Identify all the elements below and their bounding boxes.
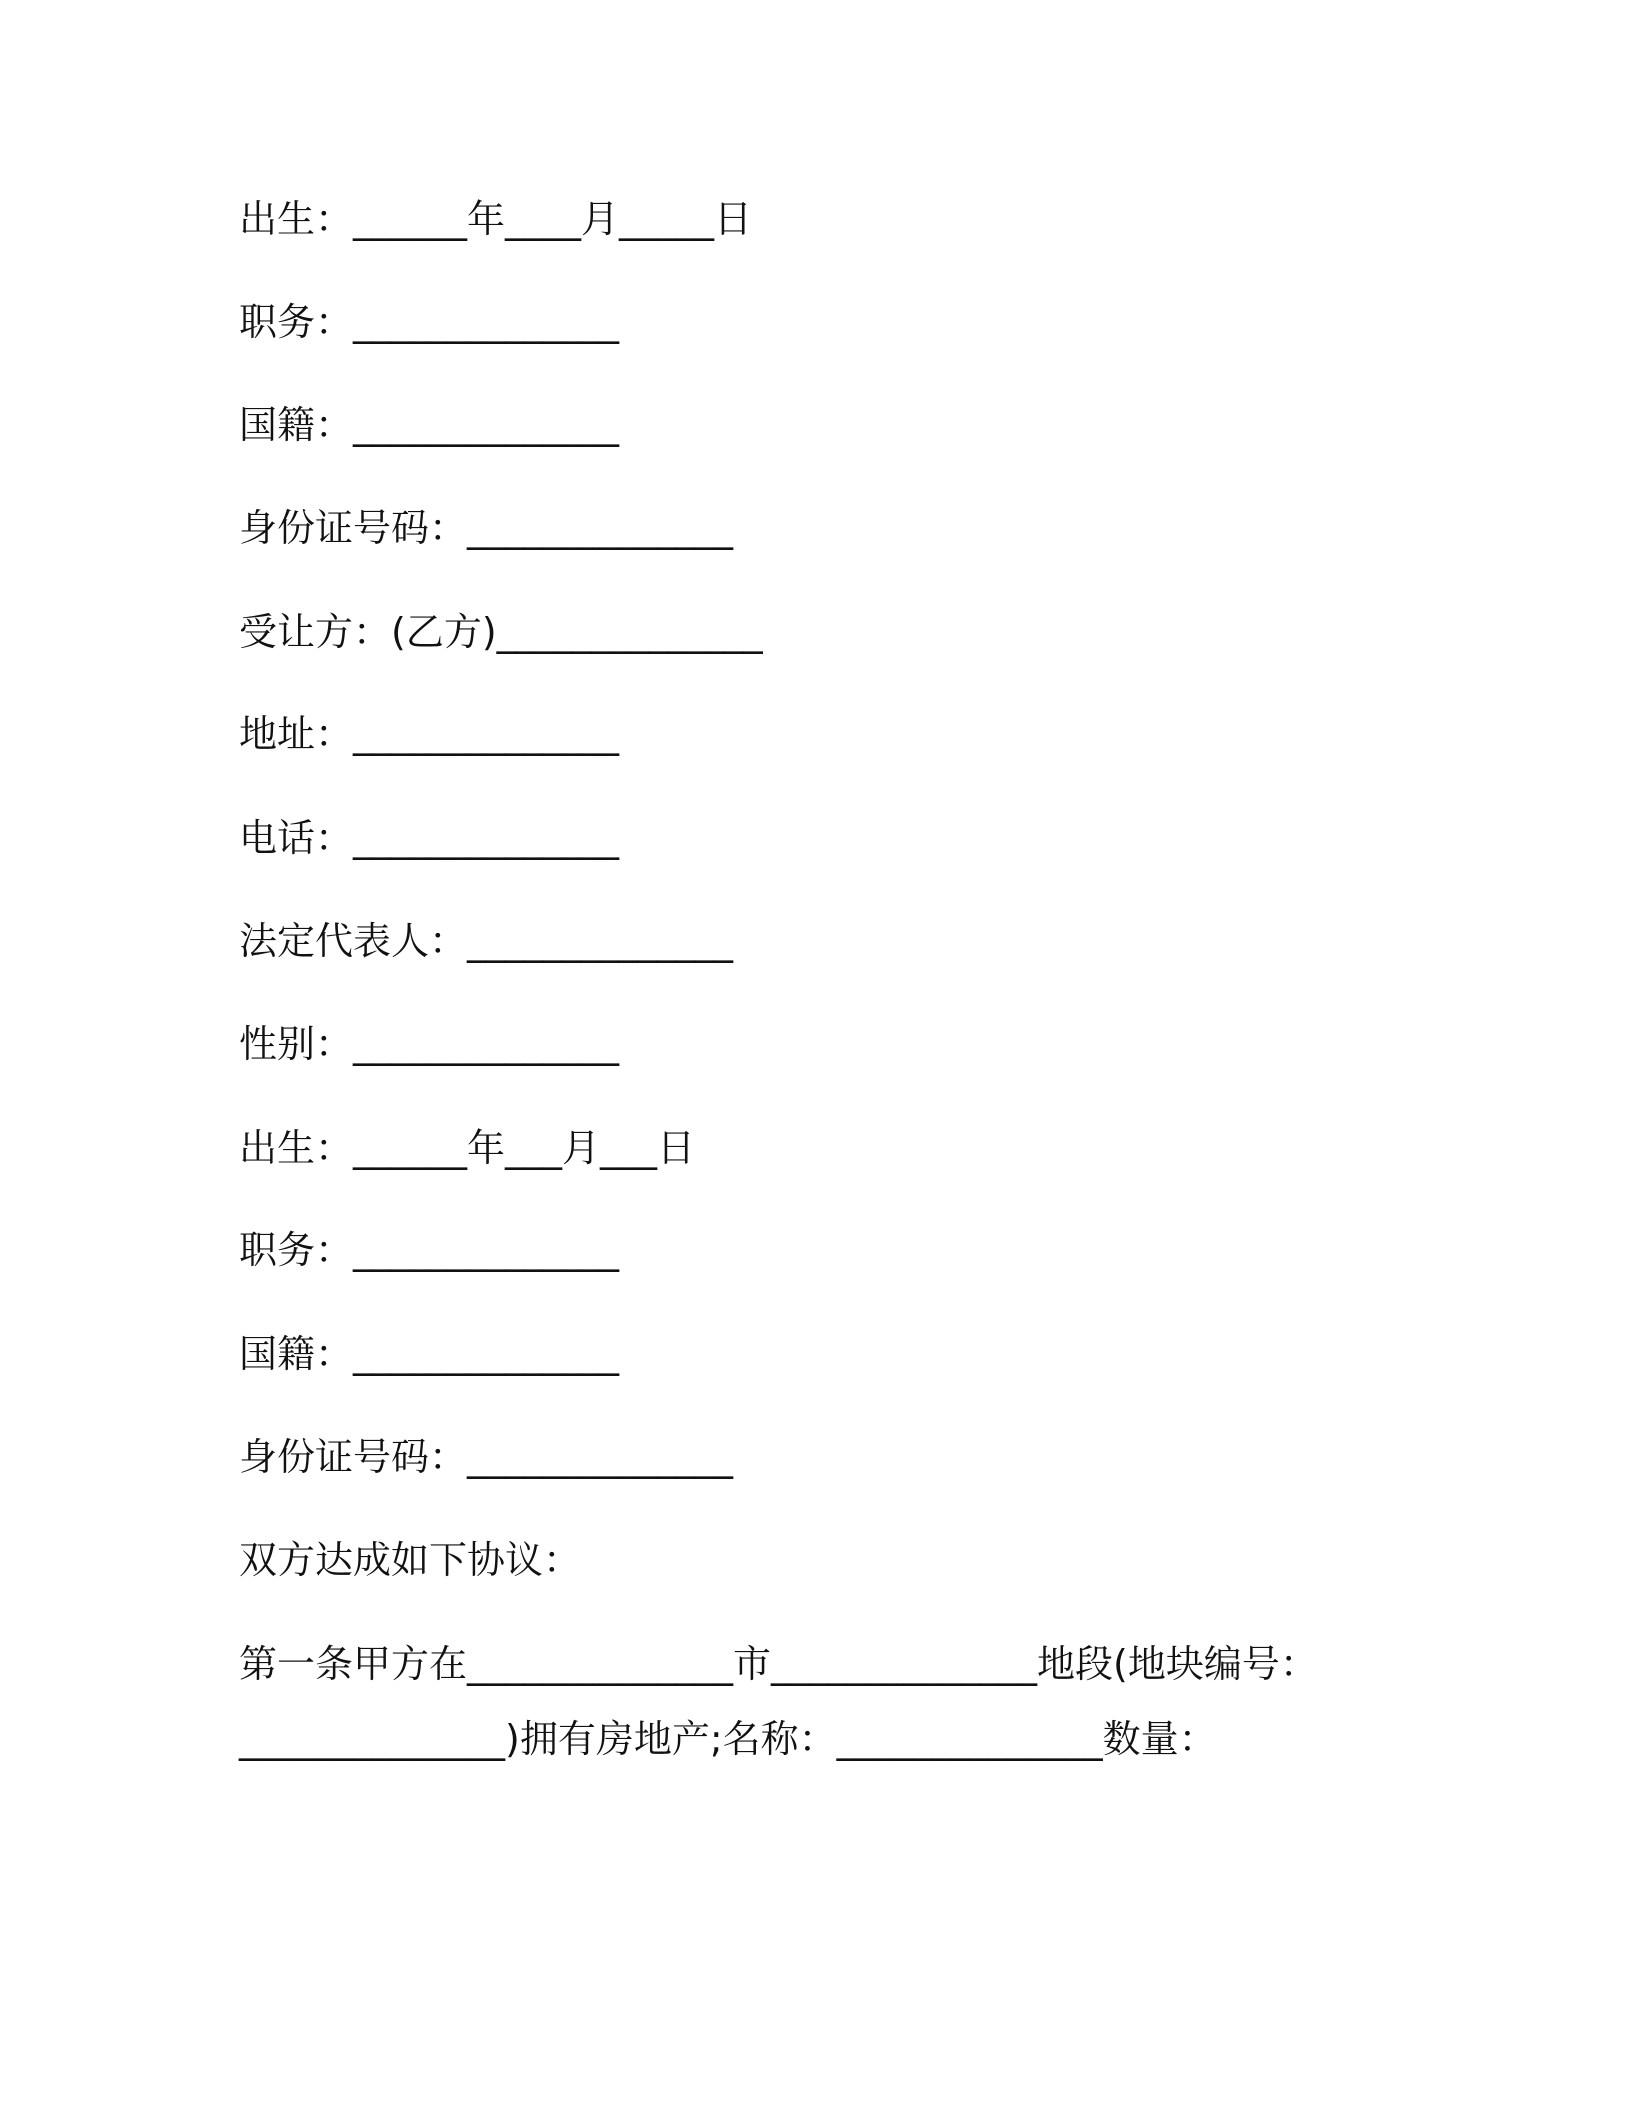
id-number-line-transferee: 身份证号码：______________	[239, 1435, 734, 1479]
birth-date-line-transferor: 出生：______年____月_____日	[239, 197, 753, 241]
nationality-line-transferor: 国籍：______________	[239, 403, 620, 447]
legal-representative-line: 法定代表人：______________	[239, 919, 734, 963]
transferee-line: 受让方：(乙方)______________	[239, 610, 763, 654]
id-number-line-transferor: 身份证号码：______________	[239, 506, 734, 550]
position-line-transferor: 职务：______________	[239, 300, 620, 344]
agreement-heading: 双方达成如下协议：	[239, 1538, 582, 1582]
address-line: 地址：______________	[239, 712, 620, 756]
article-one-line-2: ______________)拥有房地产;名称：______________数量：	[239, 1717, 1217, 1761]
nationality-line-transferee: 国籍：______________	[239, 1332, 620, 1376]
birth-date-line-transferee: 出生：______年___月___日	[239, 1126, 696, 1170]
phone-line: 电话：______________	[239, 816, 620, 860]
gender-line: 性别：______________	[239, 1022, 620, 1066]
position-line-transferee: 职务：______________	[239, 1228, 620, 1272]
article-one-line-1: 第一条甲方在______________市______________地段(地块编号：	[239, 1642, 1318, 1686]
